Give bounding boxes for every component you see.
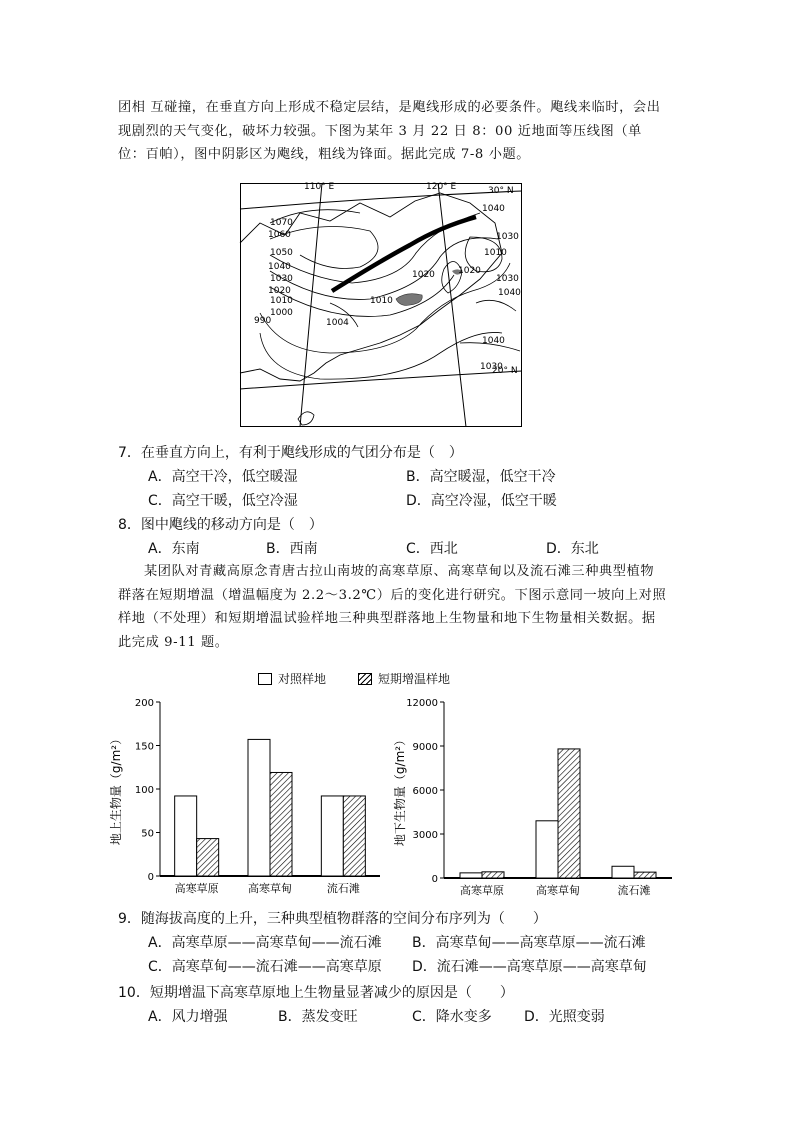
question-8-option-b[interactable]: B．西南 xyxy=(266,541,318,557)
lon-120-label: 120° E xyxy=(426,182,457,192)
bar-warming xyxy=(270,772,292,876)
isobar-label: 1010 xyxy=(484,248,507,258)
bar-control xyxy=(175,796,197,876)
above-ground-biomass-chart xyxy=(109,660,398,900)
isobar-label: 1020 xyxy=(412,270,435,280)
bar-control xyxy=(321,796,343,876)
bar-warming xyxy=(634,872,656,878)
isobar-label: 1070 xyxy=(270,218,293,228)
bar-warming xyxy=(343,796,365,876)
y-axis-title: 地下生物量（g/m²） xyxy=(393,733,407,847)
isobar-label: 1020 xyxy=(458,266,481,276)
lat-30-label: 30° N xyxy=(488,186,514,196)
question-10-stem: 10．短期增温下高寒草原地上生物量显著减少的原因是（ ） xyxy=(118,985,514,1001)
isobar-label: 1040 xyxy=(482,336,505,346)
bar-control xyxy=(460,873,482,878)
y-tick-label: 100 xyxy=(134,785,154,796)
legend-warming-label: 短期增温样地 xyxy=(378,672,451,686)
question-9-option-d[interactable]: D．流石滩——高寒草原——高寒草甸 xyxy=(412,959,647,975)
intro2-line-4: 此完成 9-11 题。 xyxy=(118,634,229,650)
bar-control xyxy=(248,739,270,876)
x-category-label: 高寒草甸 xyxy=(536,884,580,897)
question-10-option-a[interactable]: A．风力增强 xyxy=(148,1009,228,1025)
bar-control xyxy=(612,866,634,878)
question-9-option-a[interactable]: A．高寒草原——高寒草甸——流石滩 xyxy=(148,935,382,951)
question-7-stem: 7．在垂直方向上，有利于飑线形成的气团分布是（ ） xyxy=(118,445,463,461)
x-category-label: 高寒草甸 xyxy=(248,882,292,895)
y-tick-label: 0 xyxy=(147,872,154,883)
question-8-option-c[interactable]: C．西北 xyxy=(406,541,458,557)
bar-warming xyxy=(558,749,580,878)
y-tick-label: 3000 xyxy=(412,830,438,841)
y-tick-label: 200 xyxy=(134,698,154,709)
isobar-map xyxy=(240,183,522,427)
bar-control xyxy=(536,821,558,878)
isobar-label: 1030 xyxy=(496,232,519,242)
x-category-label: 流石滩 xyxy=(326,882,360,895)
isobar-label: 1000 xyxy=(270,308,293,318)
isobar-label: 1030 xyxy=(496,274,519,284)
isobar-label: 1040 xyxy=(268,262,291,272)
intro2-line-2: 群落在短期增温（增温幅度为 2.2～3.2℃）后的变化进行研究。下图示意同一坡向上对照 xyxy=(118,587,667,603)
bar-warming xyxy=(197,839,219,876)
question-8-option-a[interactable]: A．东南 xyxy=(148,541,200,557)
isobar-label: 1010 xyxy=(270,296,293,306)
x-category-label: 高寒草原 xyxy=(174,882,219,895)
question-10-option-b[interactable]: B．蒸发变旺 xyxy=(278,1009,358,1025)
isobar-label: 990 xyxy=(254,316,272,326)
isobar-label: 1030 xyxy=(480,362,503,372)
intro-line-3: 位：百帕），图中阴影区为飑线，粗线为锋面。据此完成 7-8 小题。 xyxy=(118,147,531,162)
isobar-label: 1040 xyxy=(498,288,521,298)
question-9-stem: 9．随海拔高度的上升，三种典型植物群落的空间分布序列为（ ） xyxy=(118,911,547,927)
question-7-option-b[interactable]: B．高空暖湿，低空干冷 xyxy=(406,469,556,485)
isobar-label: 1020 xyxy=(268,286,291,296)
y-tick-label: 0 xyxy=(431,874,438,885)
question-8-option-d[interactable]: D．东北 xyxy=(546,541,599,557)
intro2-line-1: 某团队对青藏高原念青唐古拉山南坡的高寒草原、高寒草甸以及流石滩三种典型植物 xyxy=(144,564,655,579)
x-category-label: 高寒草原 xyxy=(460,884,504,897)
question-9-option-b[interactable]: B．高寒草甸——高寒草原——流石滩 xyxy=(412,935,646,951)
intro2-paragraph xyxy=(118,560,674,654)
isobar-label: 1010 xyxy=(370,296,393,306)
y-tick-label: 12000 xyxy=(406,698,438,709)
intro-line-2: 现剧烈的天气变化，破坏力较强。下图为某年 3 月 22 日 8：00 近地面等压线图（单 xyxy=(118,123,642,139)
question-7-option-a[interactable]: A．高空干冷，低空暖湿 xyxy=(148,469,298,485)
intro2-line-3: 样地（不处理）和短期增温试验样地三种典型群落地上生物量和地下生物量相关数据。据 xyxy=(118,611,656,626)
y-tick-label: 6000 xyxy=(412,786,438,797)
bar-warming xyxy=(482,872,504,878)
y-tick-label: 150 xyxy=(134,741,154,753)
below-ground-biomass-chart xyxy=(392,660,682,900)
isobar-label: 1040 xyxy=(482,204,505,214)
question-8-stem: 8．图中飑线的移动方向是（ ） xyxy=(118,517,323,533)
legend-control-label: 对照样地 xyxy=(278,672,327,686)
intro-line-1: 团相 互碰撞，在垂直方向上形成不稳定层结，是飑线形成的必要条件。飑线来临时，会出 xyxy=(118,100,661,115)
isobar-label: 1050 xyxy=(270,248,293,258)
intro-paragraph xyxy=(118,96,674,167)
lon-110-label: 110° E xyxy=(304,182,335,192)
isobar-label: 1004 xyxy=(326,318,349,328)
y-tick-label: 9000 xyxy=(412,742,438,753)
isobar-label: 1030 xyxy=(270,274,293,284)
y-axis-title: 地上生物量（g/m²） xyxy=(109,732,123,846)
isobar-label: 1060 xyxy=(268,230,291,240)
lat-20-label: 20° N xyxy=(492,366,518,376)
question-7-option-d[interactable]: D．高空冷湿，低空干暖 xyxy=(406,493,557,509)
question-9-option-c[interactable]: C．高寒草甸——流石滩——高寒草原 xyxy=(148,959,382,975)
x-category-label: 流石滩 xyxy=(617,884,651,897)
question-10-option-c[interactable]: C．降水变多 xyxy=(412,1009,492,1025)
question-10-option-d[interactable]: D．光照变弱 xyxy=(524,1009,605,1025)
question-7-option-c[interactable]: C．高空干暖，低空冷湿 xyxy=(148,493,298,509)
y-tick-label: 50 xyxy=(141,828,154,840)
